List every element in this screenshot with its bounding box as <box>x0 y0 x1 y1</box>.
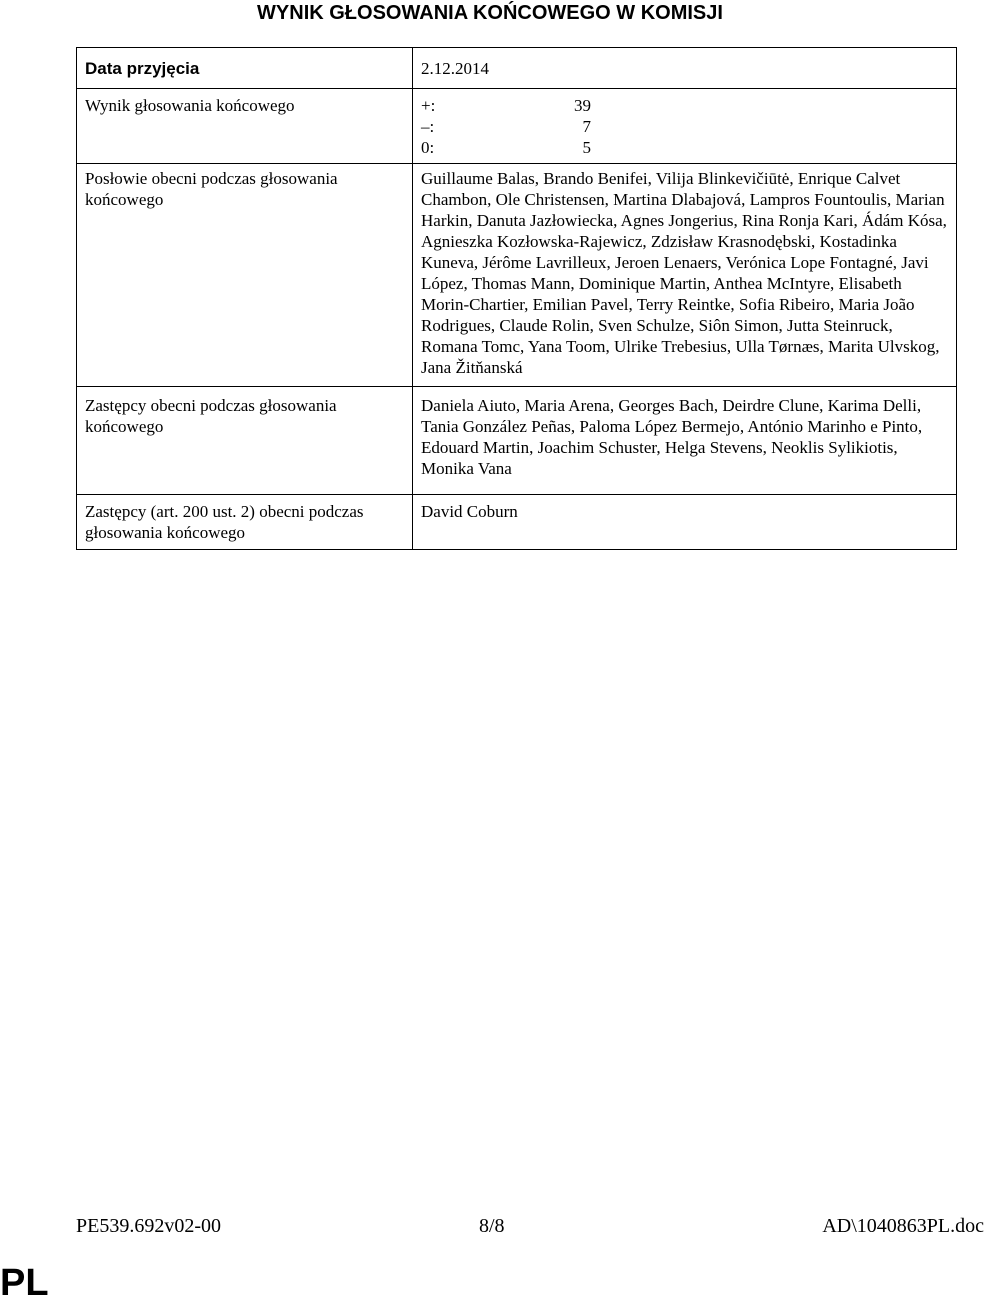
table-row <box>77 48 957 89</box>
table-row <box>77 387 957 495</box>
result-sign-abstain: 0: <box>421 138 435 157</box>
document-title: WYNIK GŁOSOWANIA KOŃCOWEGO W KOMISJI <box>257 2 723 24</box>
page-footer <box>76 1215 984 1245</box>
members-label: Posłowie obecni podczas głosowania końcowego <box>77 164 413 387</box>
result-cell <box>413 89 957 164</box>
result-value-against: 7 <box>582 117 591 136</box>
result-sign-against: –: <box>421 117 435 136</box>
result-value-for: 39 <box>574 96 591 115</box>
substitutes-label: Zastępcy obecni podczas głosowania końcowego <box>77 387 413 495</box>
result-sign-for: +: <box>421 96 436 115</box>
result-grid <box>421 95 948 158</box>
date-label: Data przyjęcia <box>77 48 413 89</box>
footer-reference: PE539.692v02-00 <box>76 1215 221 1237</box>
substitutes-value: Daniela Aiuto, Maria Arena, Georges Bach, Deirdre Clune, Karima Delli, Tania González Peñas, Paloma López Bermejo, António Marinho e Pinto, Edouard Martin, Joachim Schuster, Helga Stevens, Neoklis Sylikiotis, Monika Vana <box>413 387 957 495</box>
table-row <box>77 164 957 387</box>
table-row <box>77 89 957 164</box>
vote-results-table <box>76 47 957 550</box>
table-row <box>77 495 957 550</box>
substitutes-200-value: David Coburn <box>413 495 957 550</box>
substitutes-200-label: Zastępcy (art. 200 ust. 2) obecni podczas głosowania końcowego <box>77 495 413 550</box>
members-value: Guillaume Balas, Brando Benifei, Vilija Blinkevičiūtė, Enrique Calvet Chambon, Ole Christensen, Martina Dlabajová, Lampros Fountoulis, Marian Harkin, Danuta Jazłowiecka, Agnes Jongerius, Rina Ronja Kari, Ádám Kósa, Agnieszka Kozłowska-Rajewicz, Zdzisław Krasnodębski, Kostadinka Kuneva, Jérôme Lavrilleux, Jeroen Lenaers, Verónica Lope Fontagné, Javi López, Thomas Mann, Dominique Martin, Anthea McIntyre, Elisabeth Morin-Chartier, Emilian Pavel, Terry Reintke, Sofia Ribeiro, Maria João Rodrigues, Claude Rolin, Sven Schulze, Siôn Simon, Jutta Steinruck, Romana Tomc, Yana Toom, Ulrike Trebesius, Ulla Tørnæs, Marita Ulvskog, Jana Žitňanská <box>413 164 957 387</box>
footer-page-number: 8/8 <box>479 1215 505 1237</box>
language-code: PL <box>0 1262 49 1304</box>
result-value-abstain: 5 <box>582 138 591 157</box>
footer-document-name: AD\1040863PL.doc <box>822 1215 984 1237</box>
date-value: 2.12.2014 <box>413 48 957 89</box>
result-label: Wynik głosowania końcowego <box>77 89 413 164</box>
